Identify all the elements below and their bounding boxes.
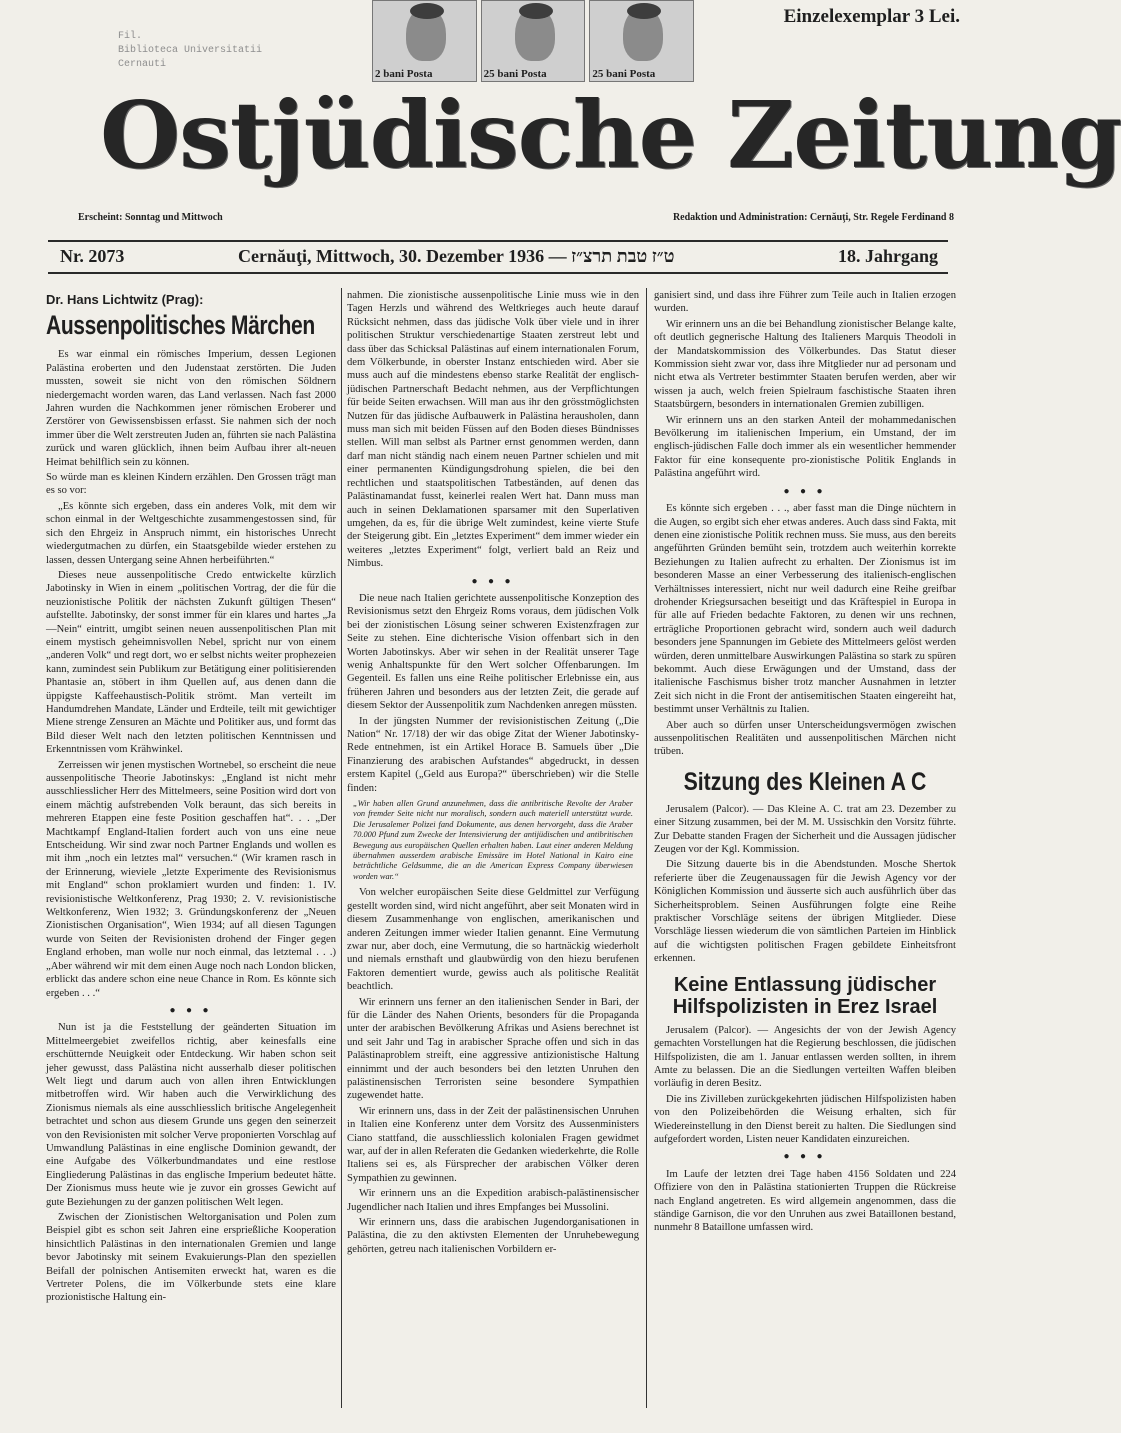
paragraph: Zerreissen wir jenen mystischen Wortnebel, so erscheint die neue aussenpolitische Theorie Jabotinskys: „England ist nicht mehr ausschliesslicher Herr des Mittelmeers, seine Position wird dort von einem mächtig aufstrebenden Volk beraunt, das sich bereits in mehreren Etappen eine feste Position geschaffen hat“. . . „Der Machtkampf England-Italien fordert auch von uns eine neue Entscheidung. Wir sind zwar noch Partner Englands und wollen es mit ihm „noch ein letztes mal“ versuchen.“ (Wir kramen rasch in der Erinnerung, wieviele „letzte Experimente des Revisionismus mit England“ schon proklamiert wurden und finden: 1. IV. revisionistische Weltkonferenz, Prag 1930; 2. V. revisionistische Weltkonferenz, Wien 1932; 3. Gründungskonferenz der „Neuen Zionistischen Organisation“, Wien 1934; auf all diesen Tagungen wurde von Seiten der Revisionisten drohend der Finger gegen England erhoben, man wolle nur noch einmal, das letztemal . . .) „Aber während wir mit dem einen Auge noch nach London blicken, erblickt das andere schon eine neue Chance in Rom. Es könnte sich ergeben . . .“ (46, 759, 336, 999)
stamp-value: 25 bani Posta (592, 68, 656, 80)
paragraph: Die neue nach Italien gerichtete aussenpolitische Konzeption des Revisionismus setzt den Ehrgeiz Roms voraus, dem jüdischen Volk bei der zionistischen Lösung seiner schweren Existenzfragen zur Seite zu stehen. Eine dichterische Vision offenbart sich in den Worten Jabotinskys. Aber wir sehen in der Realität unserer Tage wenig Anhaltspunkte für den Wert solcher Offenbarungen. Im Gegenteil. Es fallen uns eine Reihe politischer Erlebnisse ein, aus früheren Jahren und besonders aus der letzten Zeit, die gerade auf diesem Sektor der Aussenpolitik zum Nachdenken anregen müssten. (347, 592, 639, 712)
paragraph: Wir erinnern uns an die Expedition arabisch-palästinensischer Jugendlicher nach Italien und ihres Empfanges bei Mussolini. (347, 1188, 639, 1213)
volume: 18. Jahrgang (837, 246, 938, 266)
paragraph: In der jüngsten Nummer der revisionistischen Zeitung („Die Nation“ Nr. 17/18) der wir das obige Zitat der Wiener Jabotinsky-Rede entnehmen, ist ein Artikel Horace B. Samuels über „Die Finanzierung des arabischen Aufstandes“ abgedruckt, in dessen erstem Kapitel („Geld aus Europa?“ überschrieben) wir die Stelle finden: (347, 715, 639, 794)
stamp-value: 2 bani Posta (375, 68, 433, 80)
paragraph: Die ins Zivilleben zurückgekehrten jüdischen Hilfspolizisten haben von den Polizeibehörden die Weisung erhalten, sich für Wiedereinstellung in den Dienst bereit zu halten. Die Siedlungen sind aufgefordert worden, Listen neuer Kandidaten einzureichen. (654, 1093, 956, 1145)
paragraph: ganisiert sind, und dass ihre Führer zum Teile auch in Italien erzogen wurden. (654, 290, 956, 315)
rule-top (48, 240, 948, 242)
paragraph: Wir erinnern uns, dass die arabischen Jugendorganisationen in Palästina, die zu den aktivsten Elementen der Unruhebewegung gehörten, getreu nach italienischen Vorbildern er- (347, 1217, 639, 1255)
paragraph: nahmen. Die zionistische aussenpolitische Linie muss wie in den Tagen Herzls und während des Weltkrieges auch heute darauf Rücksicht nehmen, dass das jüdische Volk über viele und in ihrer politischen Struktur verschiedenartige Staaten zerstreut lebt und dass über das Schicksal Palästinas auf einem internationalen Forum, dem Völkerbunde, in oberster Instanz entschieden wird. Aber sie muss auch auf die mindestens ebenso starke Realität der englisch-jüdischen Partnerschaft Bedacht nehmen, aus der Verpflichtungen für beide Seiten erwachsen. Will man aus ihr den grösstmöglichsten Nutzen für das jüdische Aufbauwerk in Palästina herausholen, dann muss man sich mit beiden Füssen auf den Boden dieses Bündnisses stellen. Will man selbst als Partner ernst genommen werden, dann darf man nicht ständig nach einem neuen Partner schielen und mit einer permanenten Kündigungsdrohung spielen, die bei den rechtlichen und staatspolitischen Tatbeständen, auf denen das Palästinamandat fusst, keinerlei realen Wert hat. Dann muss man auch in seinen Deklamationen sparsamer mit den Superlativen umgehen, da es, für die übrige Welt zumindest, keine vierte Stufe der Steigerung gibt. Ein „letztes Experiment“ dem immer wieder ein weiteres „letztes Experiment“ folgt, verliert bald an Reiz und Nimbus. (347, 290, 639, 570)
paragraph: Wir erinnern uns ferner an den italienischen Sender in Bari, der für die Länder des Nahen Orients, besonders für die Propaganda unter der arabischen Bevölkerung Afrikas und Asiens berechnet ist und seit Jahr und Tag in arabischer Sprache offen und sich in das Palästinaproblem streift, eine aggressive antizionistische Haltung einnimmt und der auch besonders bei den letzten Unruhen den palästinensischen Terroristen seine besondere Sympathien zugewendet hatte. (347, 996, 639, 1102)
column-3 (654, 289, 956, 1409)
paragraph: Jerusalem (Palcor). — Das Kleine A. C. trat am 23. Dezember zu einer Sitzung zusammen, bei der M. M. Ussischkin den Vorsitz führte. Zur Debatte standen Fragen der Sicherheit und die Aussagen jüdischer Zeugen vor der Kgl. Kommission. (654, 803, 956, 856)
stamp-line: Biblioteca Universitatii (118, 45, 263, 56)
paragraph: Nun ist ja die Feststellung der geänderten Situation im Mittelmeergebiet zweifellos richtig, aber keinesfalls eine erschütternde Neuigkeit oder Entdeckung. Wir haben schon seit jeher gewusst, dass Palästina nicht ausserhalb dieser politischen Welt liegt und darum auch von allen ihren Entwicklungen mitbetroffen wird. Wir haben auch die Verwirklichung des Zionismus niemals als eine ausschliesslich britische Angelegenheit betrachtet und schon aus diesem Grunde uns gegen den seinerzeit von den Revisionisten mit solcher Verve proponierten Vorschlag auf Umwandlung Palästinas in eine englische Dominion gewandt, der eine Aufgabe des Völkerbundmandates und eine restlose Eingliederung Palästinas in das englische Imperium bedeutet hätte. Der Zionismus muss heute wie je zuvor ein grosses Gewicht auf gute Beziehungen zu der ganzen politischen Welt legen. (46, 1022, 336, 1208)
postage-stamp (589, 0, 694, 82)
library-stamp (118, 30, 262, 72)
author-byline: Dr. Hans Lichtwitz (Prag): (46, 292, 204, 307)
masthead-title: Ostjüdische Zeitung (100, 81, 1121, 189)
dateline (48, 244, 948, 270)
issue-number: Nr. 2073 (60, 246, 125, 266)
paragraph: Zwischen der Zionistischen Weltorganisation und Polen zum Beispiel gibt es schon seit Jahren eine ersprießliche Kooperation hinsichtlich Palästinas in den internationalen Gremien und lange bevor Jabotinsky mit seinem Evakuierungs-Plan den speziellen Beifall der polnischen Antisemiten erweckt hat, waren es die Vertreter Polens, die im Völkerbunde stets eine klare prozionistische Haltung ein- (46, 1212, 336, 1304)
stamp-value: 25 bani Posta (483, 68, 547, 80)
paragraph: Es war einmal ein römisches Imperium, dessen Legionen Palästina eroberten und den Judenstaat zerstörten. Die Juden mussten, soweit sie nicht von den römischen Söldnern niedergemacht worden waren, das Land verlassen. Nach fast 2000 Jahren wurden die Nachkommen jener römischen Eroberer und Zerstörer von Gewissensbissen erfasst. Sie nahmen sich der noch immer über die Welt zerstreuten Juden an, führten sie nach Palästina zurück und waren glücklich, ihnen beim Aufbau ihrer alt-neuen Heimat behilflich sein zu können. (46, 349, 336, 468)
editorial-address: Redaktion und Administration: Cernăuţi, Str. Regele Ferdinand 8 (672, 212, 954, 223)
article-headline: Keine Entlassung jüdischer Hilfspolizisten in Erez Israel (672, 973, 938, 1018)
section-ornament: ● ● ● (783, 1151, 827, 1163)
portrait-icon (515, 7, 555, 61)
section-ornament: ● ● ● (471, 575, 515, 587)
column-divider (341, 288, 342, 1408)
date: Cernăuţi, Mittwoch, 30. Dezember 1936 — ט״ז טבת תרצ״ז (238, 246, 675, 266)
paragraph: Aber auch so dürfen unser Unterscheidungsvermögen zwischen aussenpolitischen Realitäten und aussenpolitischen Märchen nicht trüben. (654, 719, 956, 758)
paragraph: Im Laufe der letzten drei Tage haben 4156 Soldaten und 224 Offiziere von den in Palästina stationierten Truppen die Rückreise nach England angetreten. Es wird allgemein angenommen, dass die ständige Garnison, die vor den Unruhen aus zwei Bataillonen bestand, nunmehr 8 Bataillone umfassen wird. (654, 1168, 956, 1234)
column-1 (46, 289, 336, 1409)
column-divider (646, 288, 647, 1408)
postage-stamps (372, 0, 694, 82)
paragraph: Wir erinnern uns an den starken Anteil der mohammedanischen Bevölkerung im italienischen Imperium, ein Umstand, der im englisch-jüdischen Falle doch immer als ein wesentlicher hemmender Faktor für eine konsequente pro-zionistische Politik Englands in Palästina angeführt wird. (654, 414, 956, 480)
paragraph: So würde man es kleinen Kindern erzählen. Den Grossen trägt man es so vor: (46, 472, 336, 497)
postage-stamp (481, 0, 586, 82)
paragraph: Dieses neue aussenpolitische Credo entwickelte kürzlich Jabotinsky in Wien in einem „politischen Vortrag, der die für die neuzionistische Politik der nächsten Zukunft gültigen Thesen“ aufstellte. Jabotinsky, der sonst immer für ein klares und hartes „Ja—Nein“ eintritt, umgibt seinen neuen aussenpolitischen Plan mit einem mystisch geheimnisvollen Nebel, spricht nur von einem „anderen Volk“ und regt dort, wo er selbst nichts weiter prophezeien kann, zumindest sein Publikum zur Betätigung einer politisierenden Phantasie an, stöbert in ihm Quellen auf, aus denen dann die üppigste Kaffeehaustisch-Politik strömt. Man verteilt im Handumdrehen Mandate, Länder und Erdteile, teilt mit gewichtiger Miene strenge Zensuren an Mächte und Politiker aus, und formt das Bild dieser Welt nach den letzten politischen Kenntnissen und Erkenntnissen vom Krähwinkel. (46, 569, 336, 756)
paragraph: Es könnte sich ergeben . . ., aber fasst man die Dinge nüchtern in die Augen, so ergibt sich eher etwas anderes. Auch dass sind Fakta, mit denen eine zionistische Politik rechnen muss. Sie muss, aus den bereits angeführten Gründen bemüht sein, trotzdem auch weiterhin korrekte Beziehungen zu Italien aufrecht zu erhalten. Der Zionismus ist im besonderen Masse an einer Verbesserung des italienisch-englischen Verhältnisses interessiert, nicht nur weil dadurch eine Reihe greifbar drohender Kriegsursachen beseitigt und das Kräftespiel in Europa in für alle auf Frieden bedachte Faktoren, zu denen wir uns rechnen, erträgliche Proportionen gebracht wird, sondern auch weil dadurch besonders jene Spannungen im Gebiete des Mittelmeers gelöst werden würden, deren unmittelbare Auswirkungen Palästina so stark zu spüren bekommt. Auch diese Erwägungen und der Umstand, dass der italienische Faschismus bisher trotz mancher Ausnahmen in letzter Zeit sich nicht in die Front der antisemitischen Staaten eingereiht hat, bestimmt unser Verhältnis zu Italien. (654, 503, 956, 716)
price: Einzelexemplar 3 Lei. (783, 6, 960, 27)
article-headline: Aussenpolitisches Märchen (46, 310, 315, 341)
column-2 (347, 289, 639, 1409)
paragraph: Die Sitzung dauerte bis in die Abendstunden. Mosche Shertok referierte über die Zeugenaussagen für die Jewish Agency vor der Königlichen Kommission und äusserte sich auch ausführlich über das Sicherheitsproblem. Seinen Ausführungen folgte eine Reihe praktischer Vorschläge seitens der übrigen Mitglieder. Diese Vorschläge liessen wiederum die von sämtlichen Parteien im Hinblick auf die wichtigsten politischen Fragen gebildete Einheitsfront erkennen. (654, 859, 956, 965)
stamp-line: Fil. (118, 31, 143, 42)
paragraph: Jerusalem (Palcor). — Angesichts der von der Jewish Agency gemachten Vorstellungen hat die Regierung beschlossen, die jüdischen Hilfspolizisten, die am 1. Januar entlassen werden sollten, in ihrem Amte zu belassen. Die an die Siedlungen verteilten Waffen bleiben vorläufig in deren Besitz. (654, 1024, 956, 1090)
portrait-icon (406, 7, 446, 61)
section-ornament: ● ● ● (783, 485, 827, 497)
stamp-line: Cernauti (118, 59, 167, 70)
block-quote: „Wir haben allen Grund anzunehmen, dass die antibritische Revolte der Araber von fremder Seite nicht nur moralisch, sondern auch materiell unterstützt wurde. Die Jerusalemer Polizei fand Dokumente, aus denen hervorgeht, dass die Araber 70.000 Pfund zum Zwecke der Intensivierung der antijüdischen und antibritischen Bewegung aus europäischen Quellen erhalten haben. Laut einer anderen Meldung übernahmen ausserdem arabische Emissäre im Hotel National in Kairo eine beträchtliche Geldsumme, die an die American Express Company überwiesen worden war.“ (353, 799, 633, 881)
postage-stamp (372, 0, 477, 82)
rule-bottom (48, 272, 948, 274)
paragraph: „Es könnte sich ergeben, dass ein anderes Volk, mit dem wir schon einmal in der Weltgeschichte zusammengestossen sind, für sich den Ehrgeiz in Anspruch nimmt, ein historisches Unrecht wiedergutmachen zu dürfen, ein Staatsgebilde wieder erstehen zu lassen, dessen Untergang seine Ahnen herbeiführten.“ (46, 500, 336, 566)
portrait-icon (623, 7, 663, 61)
paragraph: Wir erinnern uns an die bei Behandlung zionistischer Belange kalte, oft deutlich gegnerische Haltung des Italieners Marquis Theodoli in der Mandatskommission des Völkerbundes. Das Statut dieser Kommission sieht zwar vor, dass ihre Mitglieder nur ad personam und nicht etwa als Vertreter bestimmter Staaten berufen werden, aber wir wissen ja auch, welch freien Spielraum faschistische Staaten ihren Staatsbürgern, besonders in internationalen Gremien zubilligen. (654, 318, 956, 411)
publication-schedule: Erscheint: Sonntag und Mittwoch (78, 212, 223, 223)
article-headline: Sitzung des Kleinen A C (683, 767, 927, 796)
paragraph: Wir erinnern uns, dass in der Zeit der palästinensischen Unruhen in Italien eine Konferenz unter dem Vorsitz des Aussenministers Ciano stattfand, die ausschliesslich kolonialen Fragen gewidmet war, auf der in allen Referaten die Gedanken wiederkehrte, die Rolle Italiens sei es, als Fürsprecher der arabischen Völker deren Sympathien zu gewinnen. (347, 1105, 639, 1184)
section-ornament: ● ● ● (169, 1004, 213, 1016)
masthead (100, 72, 1121, 198)
paragraph: Von welcher europäischen Seite diese Geldmittel zur Verfügung gestellt worden sind, wird nicht angeführt, aber seit Monaten wird in diesem Zusammenhange von englischen, amerikanischen und anderen Zeitungen immer wieder Italien genannt. Eine Vermutung zwar nur, aber doch, eine Vermutung, die so hartnäckig wiederholt und niemals ernsthaft und glaubwürdig von den hiezu berufenen Faktoren dementiert wurde, gewiss auch als politische Realität beachtlich. (347, 887, 639, 993)
